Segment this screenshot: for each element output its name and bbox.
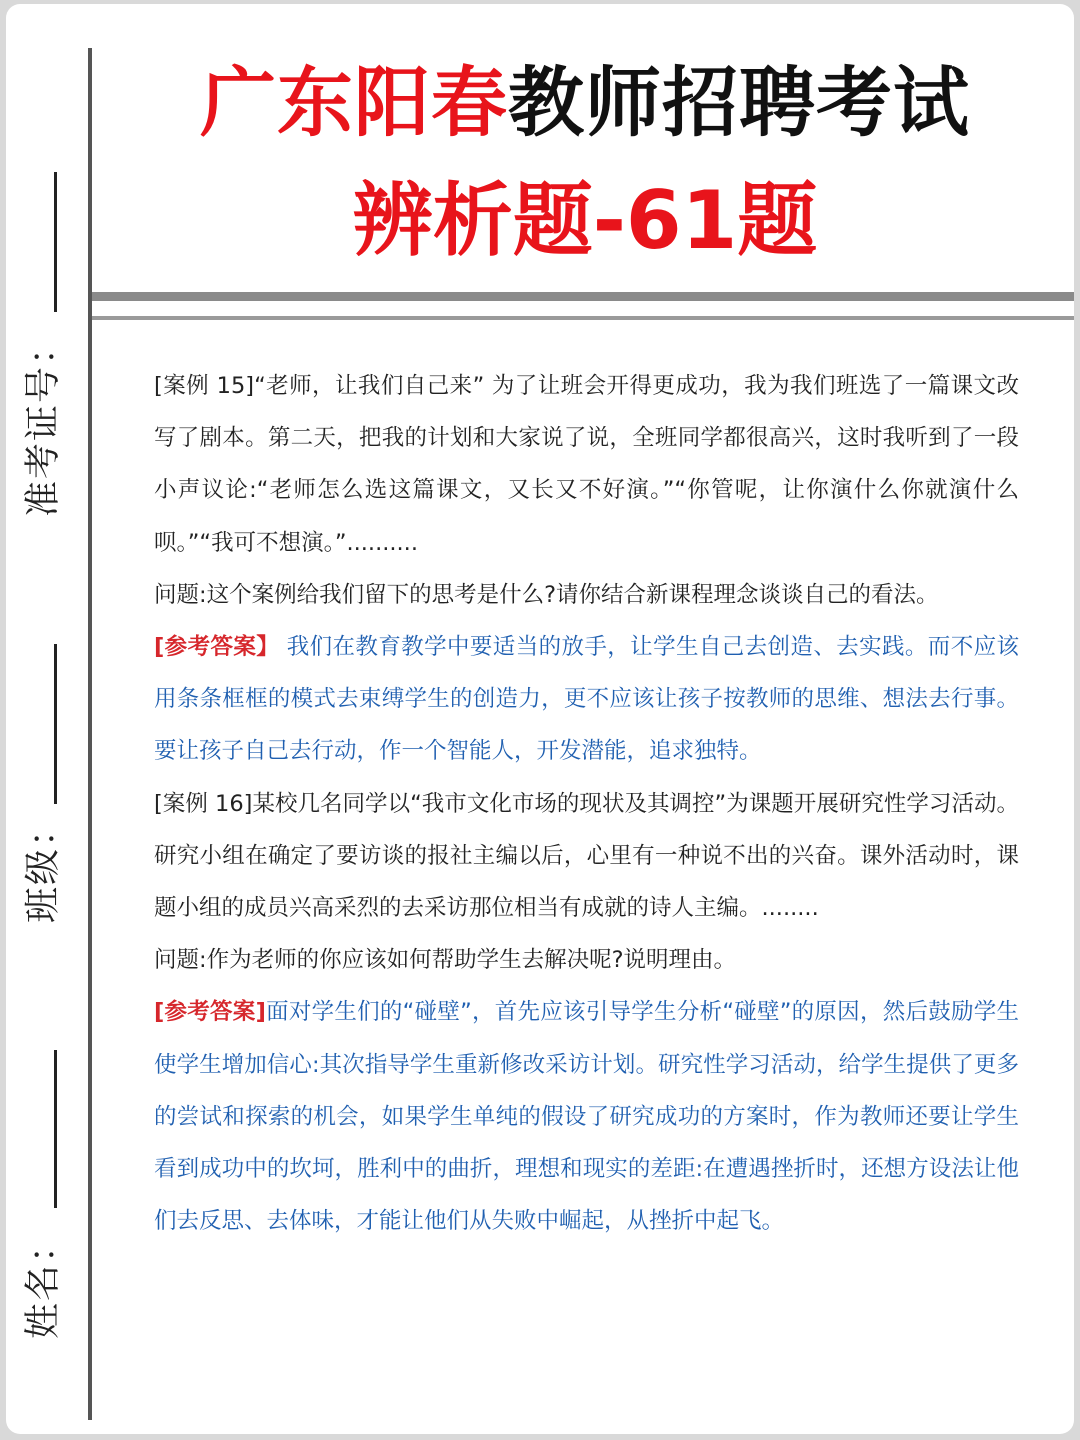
name-label: 姓名： [22,1224,64,1340]
exam-id-label: 准考证号： [22,326,64,518]
title-exam: 教师招聘考试 [508,58,970,147]
answer-text: 面对学生们的“碰壁”，首先应该引导学生分析“碰壁”的原因，然后鼓励学生使学生增加信心:其次指导学生重新修改采访计划。研究性学习活动，给学生提供了更多的尝试和探索的机会，如果学生单纯的假设了研究成功的方案时，作为教师还要让学生看到成功中的坎坷，胜利中的曲折，理想和现实的差距:在遭遇挫折时，还想方设法让他们去反思、去体味，才能让他们从失败中崛起，从挫折中起飞。 [154,999,1019,1235]
binding-line [88,48,92,1420]
case-16-question: 问题:作为老师的你应该如何帮助学生去解决呢?说明理由。 [154,947,737,974]
answer-label: [参考答案] [154,999,266,1026]
class-label: 班级： [22,808,64,924]
case-15-answer [154,621,1019,778]
answer-label: [参考答案】 [154,634,280,661]
case-16-answer [154,986,1019,1247]
page-subtitle: 辨析题-61题 [352,174,818,267]
case-15-question: 问题:这个案例给我们留下的思考是什么?请你结合新课程理念谈谈自己的看法。 [154,581,939,608]
exam-id-blank [54,172,57,312]
header-divider-thin [92,316,1074,320]
case-16-text: [案例 16]某校几名同学以“我市文化市场的现状及其调控”为课题开展研究性学习活动。研究小组在确定了要访谈的报社主编以后，心里有一种说不出的兴奋。课外活动时，课题小组的成员兴高采烈的去采访那位相当有成就的诗人主编。........ [154,790,1019,922]
name-blank [54,1050,57,1208]
class-blank [54,644,57,804]
exam-sheet [6,4,1074,1434]
content-body [154,360,1019,1247]
answer-text: 我们在教育教学中要适当的放手，让学生自己去创造、去实践。而不应该用条条框框的模式去束缚学生的创造力，更不应该让孩子按教师的思维、想法去行事。要让孩子自己去行动，作一个智能人，开发潜能，追求独特。 [154,634,1019,765]
case-15-text: [案例 15]“老师，让我们自己来” 为了让班会开得更成功，我为我们班选了一篇课文改写了剧本。第二天，把我的计划和大家说了说，全班同学都很高兴，这时我听到了一段小声议论:“老师怎么选这篇课文，又长又不好演。”“你管呢，让你演什么你就演什么呗。”“我可不想演。”.......... [154,373,1019,556]
header-divider-thick [92,292,1074,301]
page-title [96,42,1074,151]
title-region: 广东阳春 [200,58,508,147]
